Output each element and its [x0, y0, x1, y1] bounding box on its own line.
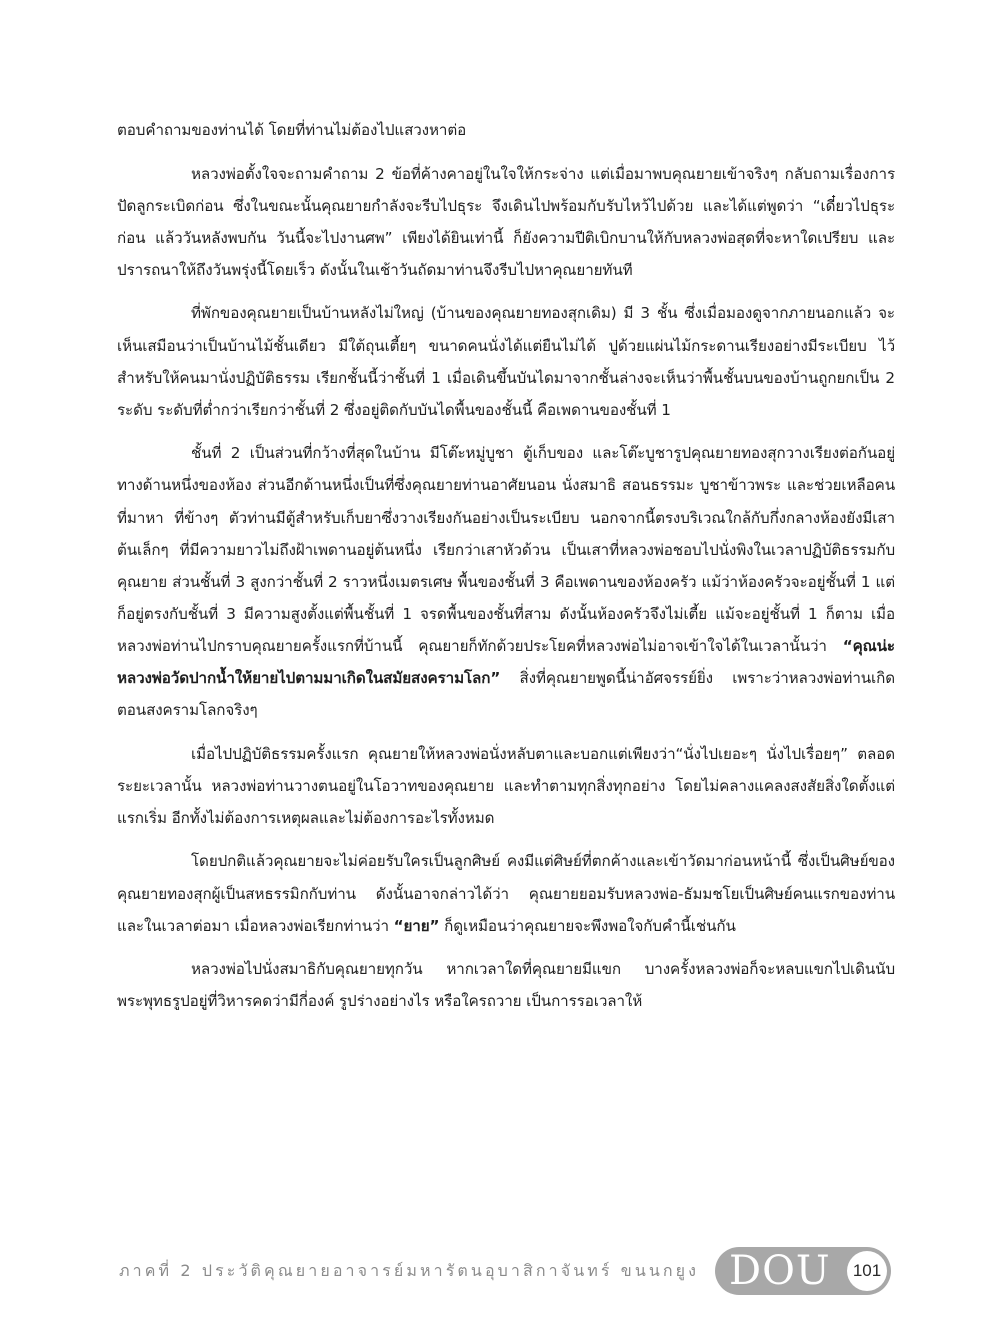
- emphasized-quote: “คุณน่ะหลวงพ่อวัดปากน้ำให้ยายไปตามมาเกิดในสมัยสงครามโลก”: [117, 636, 895, 687]
- paragraph-text: ชั้นที่ 2 เป็นส่วนที่กว้างที่สุดในบ้าน มีโต๊ะหมู่บูชา ตู้เก็บของ และโต๊ะบูชารูปคุณยายทองสุกวางเรียงต่อกันอยู่ทางด้านหนึ่งของห้อง ส่วนอีกด้านหนึ่งเป็นที่ซึ่งคุณยายท่านอาศัยนอน นั่งสมาธิ สอนธรรมะ บูชาข้าวพระ และช่วยเหลือคนที่มาหา ที่ข้างๆ ตัวท่านมีตู้สำหรับเก็บยาซึ่งวางเรียงกันอย่างเป็นระเบียบ นอกจากนี้ตรงบริเวณใกล้กับกึ่งกลางห้องยังมีเสาต้นเล็กๆ ที่มีความยาวไม่ถึงฝ้าเพดานอยู่ต้นหนึ่ง เรียกว่าเสาหัวด้วน เป็นเสาที่หลวงพ่อชอบไปนั่งพิงในเวลาปฏิบัติธรรมกับคุณยาย ส่วนชั้นที่ 3 สูงกว่าชั้นที่ 2 ราวหนึ่งเมตรเศษ พื้นของชั้นที่ 3 คือเพดานของห้องครัว แม้ว่าห้องครัวจะอยู่ชั้นที่ 1 แต่ก็อยู่ตรงกับชั้นที่ 3 มีความสูงตั้งแต่พื้นชั้นที่ 1 จรดพื้นของชั้นที่สาม ดังนั้นห้องครัวจึงไม่เตี้ย แม้จะอยู่ชั้นที่ 1 ก็ตาม เมื่อหลวงพ่อท่านไปกราบคุณยายครั้งแรกที่บ้านนี้ คุณยายก็ทักด้วยประโยคที่หลวงพ่อไม่อาจเข้าใจได้ในเวลานั้นว่า: [117, 444, 895, 655]
- dou-logo: DOU: [729, 1248, 831, 1294]
- paragraph-text: สิ่งที่คุณยายพูดนี้น่าอัศจรรย์ยิ่ง เพราะว่าหลวงพ่อท่านเกิดตอนสงครามโลกจริงๆ: [117, 669, 895, 720]
- paragraph-text: โดยปกติแล้วคุณยายจะไม่ค่อยรับใครเป็นลูกศิษย์ คงมีแต่ศิษย์ที่ตกค้างและเข้าวัดมาก่อนหน้านี้ ซึ่งเป็นศิษย์ของคุณยายทองสุกผู้เป็นสหธรรมิกกับท่าน ดังนั้นอาจกล่าวได้ว่า คุณยายยอมรับหลวงพ่อ-ธัมมชโยเป็นศิษย์คนแรกของท่าน และในเวลาต่อมา เมื่อหลวงพ่อเรียกท่านว่า: [117, 852, 895, 935]
- paragraph: [117, 158, 895, 286]
- paragraph-text: ก็ดูเหมือนว่าคุณยายจะพึงพอใจกับคำนี้เช่นกัน: [439, 916, 736, 935]
- page-number: 101: [847, 1251, 887, 1291]
- paragraph-text: ตอบคำถามของท่านได้ โดยที่ท่านไม่ต้องไปแสวงหาต่อ: [117, 121, 467, 139]
- paragraph: [117, 953, 895, 1017]
- paragraph: [117, 297, 895, 425]
- emphasized-quote: “ยาย”: [393, 916, 440, 935]
- paragraph-text: ที่พักของคุณยายเป็นบ้านหลังไม่ใหญ่ (บ้านของคุณยายทองสุกเดิม) มี 3 ชั้น ซึ่งเมื่อมองดูจากภายนอกแล้ว จะเห็นเสมือนว่าเป็นบ้านไม้ชั้นเดียว มีใต้ถุนเตี้ยๆ ขนาดคนนั่งได้แต่ยืนไม่ได้ ปูด้วยแผ่นไม้กระดานเรียงอย่างมีระเบียบ ไว้สำหรับให้คนมานั่งปฏิบัติธรรม เรียกชั้นนี้ว่าชั้นที่ 1 เมื่อเดินขึ้นบันไดมาจากชั้นล่างจะเห็นว่าพื้นชั้นบนของบ้านถูกยกเป็น 2 ระดับ ระดับที่ต่ำกว่าเรียกว่าชั้นที่ 2 ซึ่งอยู่ติดกับบันไดพื้นของชั้นนี้ คือเพดานของชั้นที่ 1: [117, 304, 895, 419]
- paragraph: [117, 114, 895, 146]
- paragraph: [117, 845, 895, 941]
- running-title: ภาคที่ 2 ประวัติคุณยายอาจารย์มหารัตนอุบาสิกาจันทร์ ขนนกยูง: [119, 1261, 700, 1280]
- paragraph-text: เมื่อไปปฏิบัติธรรมครั้งแรก คุณยายให้หลวงพ่อนั่งหลับตาและบอกแต่เพียงว่า“นั่งไปเยอะๆ นั่งไปเรื่อยๆ” ตลอดระยะเวลานั้น หลวงพ่อท่านวางตนอยู่ในโอวาทของคุณยาย และทำตามทุกสิ่งทุกอย่าง โดยไม่คลางแคลงสงสัยสิ่งใดตั้งแต่แรกเริ่ม อีกทั้งไม่ต้องการเหตุผลและไม่ต้องการอะไรทั้งหมด: [117, 744, 895, 827]
- paragraph: [117, 437, 895, 726]
- paragraph-text: หลวงพ่อไปนั่งสมาธิกับคุณยายทุกวัน หากเวลาใดที่คุณยายมีแขก บางครั้งหลวงพ่อก็จะหลบแขกไปเดินนับพระพุทธรูปอยู่ที่วิหารคดว่ามีกี่องค์ รูปร่างอย่างไร หรือใครถวาย เป็นการรอเวลาให้: [117, 960, 895, 1011]
- footer-badge: [715, 1247, 891, 1295]
- body-text: [117, 114, 895, 1212]
- paragraph: [117, 738, 895, 834]
- paragraph-text: หลวงพ่อตั้งใจจะถามคำถาม 2 ข้อที่ค้างคาอยู่ในใจให้กระจ่าง แต่เมื่อมาพบคุณยายเข้าจริงๆ กลับถามเรื่องการปัดลูกระเบิดก่อน ซึ่งในขณะนั้นคุณยายกำลังจะรีบไปธุระ จึงเดินไปพร้อมกับรับไหว้ไปด้วย และได้แต่พูดว่า “เดี๋ยวไปธุระก่อน แล้ววันหลังพบกัน วันนี้จะไปงานศพ” เพียงได้ยินเท่านี้ ก็ยังความปีติเบิกบานให้กับหลวงพ่อสุดที่จะหาใดเปรียบ และปรารถนาให้ถึงวันพรุ่งนี้โดยเร็ว ดังนั้นในเช้าวันถัดมาท่านจึงรีบไปหาคุณยายทันที: [117, 164, 895, 279]
- page-footer: [119, 1246, 895, 1298]
